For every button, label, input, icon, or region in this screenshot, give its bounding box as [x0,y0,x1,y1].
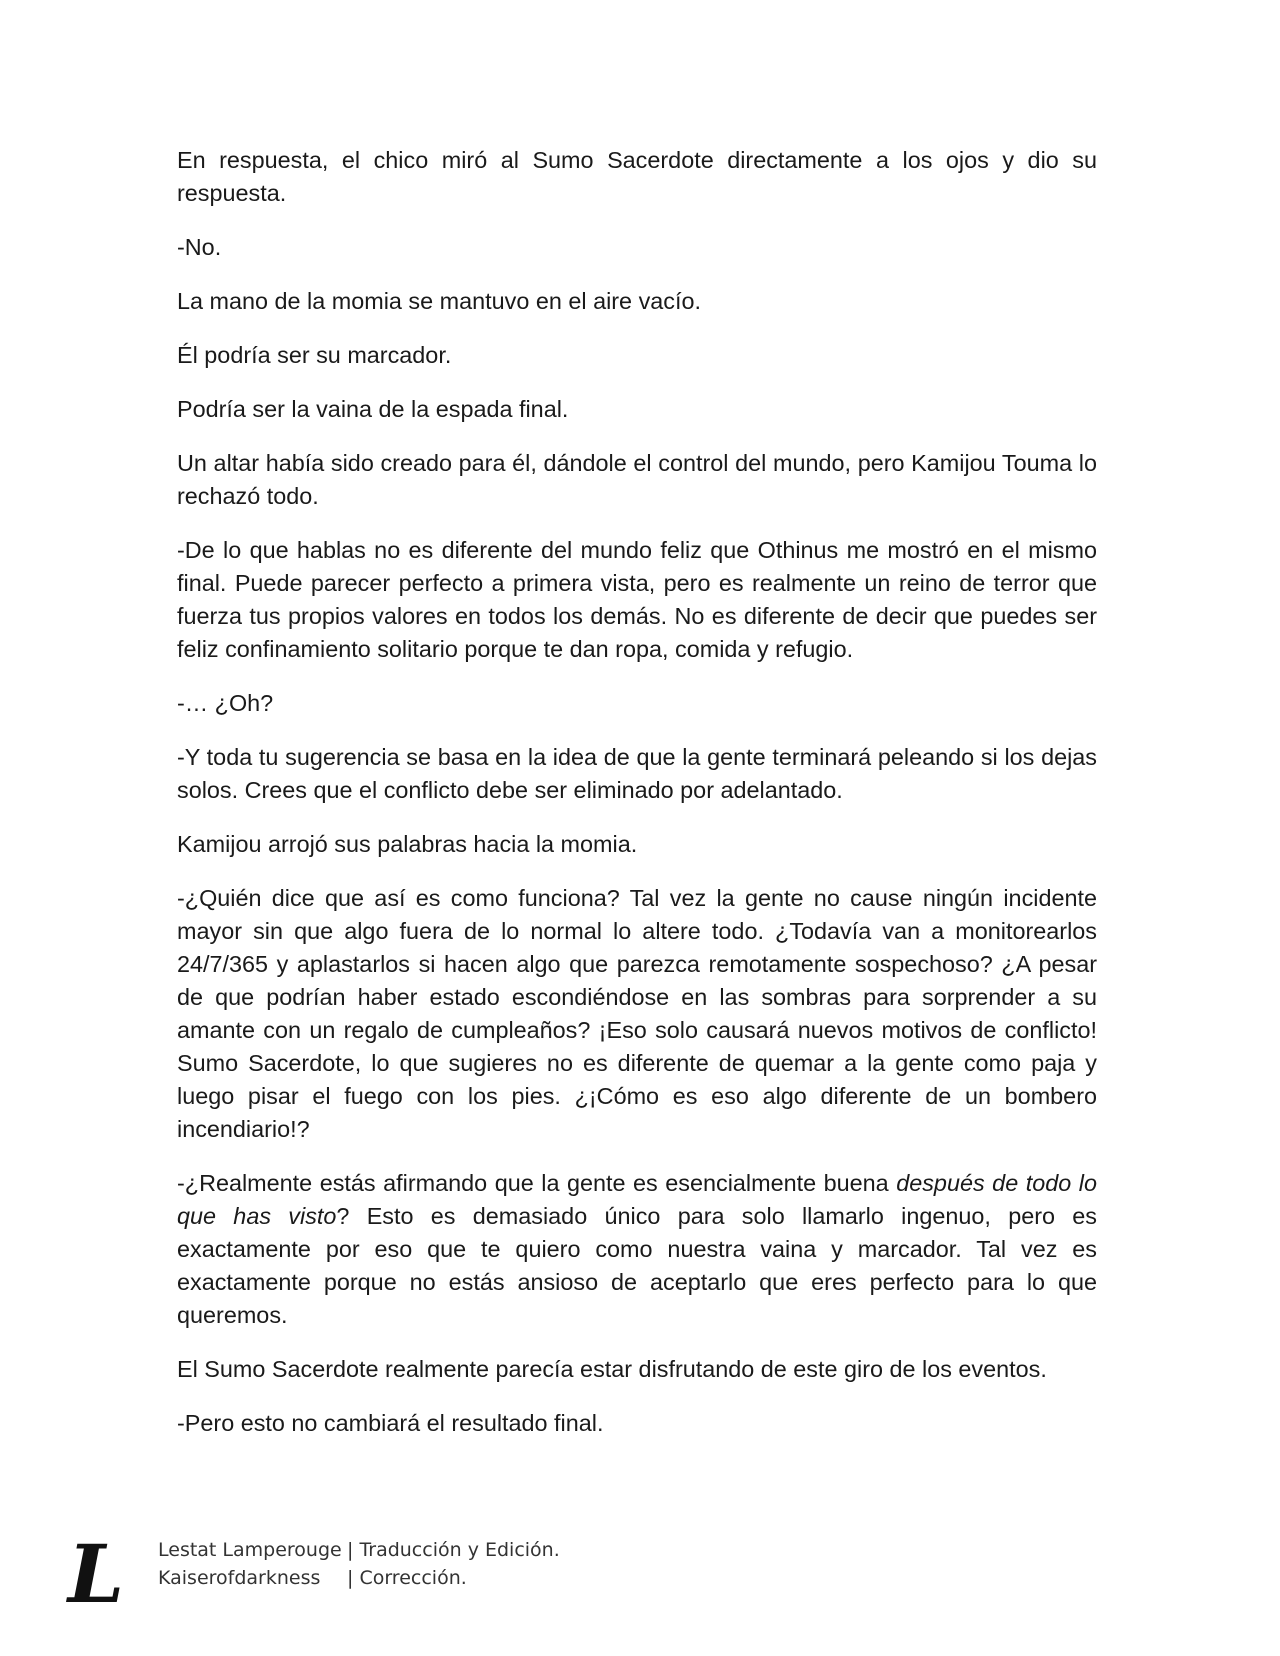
emphasis-text: después de todo lo que has visto [177,1170,1097,1229]
paragraph: La mano de la momia se mantuvo en el aire vacío. [177,288,701,314]
credit-line [158,1564,560,1592]
paragraph: En respuesta, el chico miró al Sumo Sacerdote directamente a los ojos y dio su respuesta. [177,147,1097,206]
credit-name: Lestat Lamperouge [158,1539,342,1561]
paragraph-text: -¿Realmente estás afirmando que la gente es esencialmente buena [177,1170,897,1196]
paragraph: Kamijou arrojó sus palabras hacia la momia. [177,831,638,857]
credits [158,1536,560,1592]
paragraph: -¿Quién dice que así es como funciona? Tal vez la gente no cause ningún incidente mayor sin que algo fuera de lo normal lo altere todo. ¿Todavía van a monitorearlos 24/7/365 y aplastarlos si hacen algo que parezca remotamente sospechoso? ¿A pesar de que podrían haber estado escondiéndose en las sombras para sorprender a su amante con un regalo de cumpleaños? ¡Eso solo causará nuevos motivos de conflicto! Sumo Sacerdote, lo que sugieres no es diferente de quemar a la gente como paja y luego pisar el fuego con los pies. ¿¡Cómo es eso algo diferente de un bombero incendiario!? [177,885,1097,1142]
paragraph-text: ? Esto es demasiado único para solo llamarlo ingenuo, pero es exactamente por eso que te quiero como nuestra vaina y marcador. Tal vez es exactamente porque no estás ansioso de aceptarlo que eres perfecto para lo que queremos. [177,1203,1097,1328]
credit-line [158,1536,560,1564]
credit-role: | Traducción y Edición. [347,1539,560,1561]
svg-text:L: L [67,1536,125,1612]
paragraph: El Sumo Sacerdote realmente parecía estar disfrutando de este giro de los eventos. [177,1356,1047,1382]
paragraph: Un altar había sido creado para él, dándole el control del mundo, pero Kamijou Touma lo rechazó todo. [177,450,1097,509]
paragraph [177,1167,1097,1332]
credit-role: | Corrección. [347,1567,467,1589]
document-body [177,144,1097,1461]
credit-name: Kaiserofdarkness [158,1567,321,1589]
paragraph: -… ¿Oh? [177,690,274,716]
page-footer [60,1536,760,1616]
gothic-l-logo [60,1536,132,1612]
paragraph: -Pero esto no cambiará el resultado final. [177,1410,604,1436]
paragraph: Él podría ser su marcador. [177,342,452,368]
paragraph: Podría ser la vaina de la espada final. [177,396,569,422]
paragraph: -Y toda tu sugerencia se basa en la idea de que la gente terminará peleando si los dejas solos. Crees que el conflicto debe ser eliminado por adelantado. [177,744,1097,803]
paragraph: -De lo que hablas no es diferente del mundo feliz que Othinus me mostró en el mismo final. Puede parecer perfecto a primera vista, pero es realmente un reino de terror que fuerza tus propios valores en todos los demás. No es diferente de decir que puedes ser feliz confinamiento solitario porque te dan ropa, comida y refugio. [177,537,1097,662]
paragraph: -No. [177,234,222,260]
